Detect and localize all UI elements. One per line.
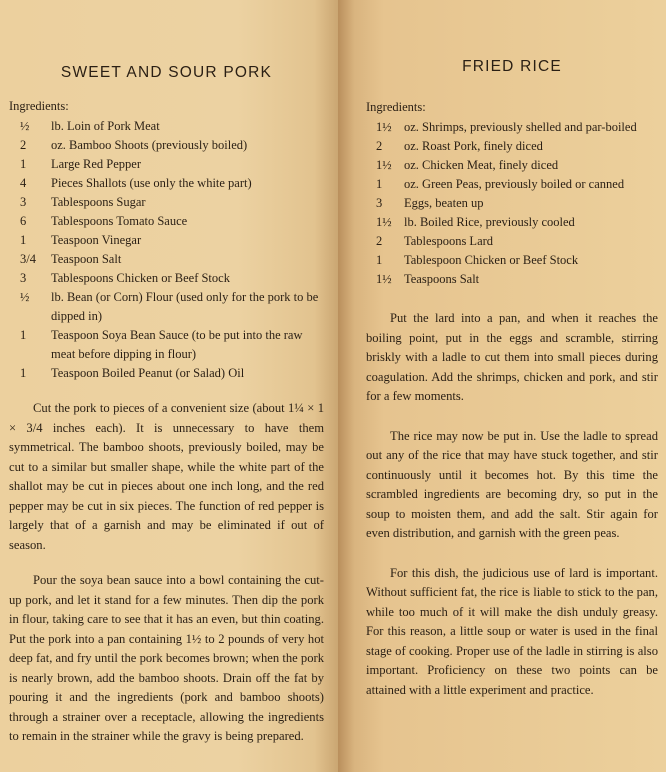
- ingredient-item: [9, 364, 324, 383]
- left-paragraph: Pour the soya bean sauce into a bowl containing the cut-up pork, and let it stand for a few minutes. Then dip the pork in flour, taking care to see that it has an even, but thin coating. Put the pork into a pan containing 1½ to 2 pounds of very hot deep fat, and fry until the pork becomes brown; when the pork is nearly brown, add the bamboo shoots. Drain off the fat by pouring it and the ingredients (pork and bamboo shoots) through a strainer over a receptacle, allowing the ingredients to remain in the strainer while the gravy is being prepared.: [9, 573, 324, 743]
- ingredient-qty: 1: [376, 177, 383, 191]
- ingredient-qty: 3: [376, 196, 383, 210]
- ingredient-text: Teaspoon Vinegar: [51, 233, 142, 247]
- ingredient-text: Tablespoons Tomato Sauce: [51, 214, 188, 228]
- ingredient-qty: 2: [376, 139, 383, 153]
- ingredient-item: [366, 194, 658, 213]
- ingredient-item: [366, 251, 658, 270]
- right-page: [338, 0, 666, 772]
- ingredient-item: [9, 288, 324, 326]
- ingredient-text: oz. Bamboo Shoots (previously boiled): [51, 138, 248, 152]
- ingredient-qty: 3: [20, 195, 27, 209]
- ingredient-qty: 1½: [376, 272, 392, 286]
- ingredient-qty: 2: [376, 234, 383, 248]
- left-ingredient-list: [9, 117, 324, 383]
- ingredient-text: lb. Bean (or Corn) Flour (used only for the pork to be dipped in): [51, 290, 319, 323]
- left-recipe-title: SWEET AND SOUR PORK: [60, 64, 273, 81]
- ingredient-item: [366, 213, 658, 232]
- ingredient-qty: 1½: [376, 215, 392, 229]
- ingredient-text: lb. Boiled Rice, previously cooled: [404, 215, 575, 229]
- ingredient-item: [9, 136, 324, 155]
- ingredient-item: [9, 155, 324, 174]
- right-paragraph: For this dish, the judicious use of lard is important. Without sufficient fat, the rice is liable to stick to the pan, while too much of it will make the dish unduly greasy. For this reason, a little soup or water is used in the final stage of cooking. Proper use of the ladle in stirring is also important. Proficiency on these two points can be attained with a little experiment and practice.: [366, 565, 658, 697]
- right-recipe-title: FRIED RICE: [462, 58, 562, 75]
- ingredient-item: [366, 156, 658, 175]
- ingredient-item: [9, 174, 324, 193]
- left-paragraph: Cut the pork to pieces of a convenient size (about 1¼ × 1 × 3/4 inches each). It is unnecessary to have them symmetrical. The bamboo shoots, previously boiled, may be cut to a similar but smaller shape, while the white part of the shallot may be cut in pieces about one inch long, and the red pepper may be cut in six pieces. The function of red pepper is largely that of a garnish and may be eliminated if out of season.: [9, 401, 324, 552]
- ingredient-text: Tablespoons Chicken or Beef Stock: [51, 271, 230, 285]
- ingredient-item: [9, 193, 324, 212]
- ingredient-text: oz. Green Peas, previously boiled or canned: [404, 177, 625, 191]
- ingredient-item: [9, 231, 324, 250]
- ingredient-item: [366, 270, 658, 289]
- ingredient-text: Large Red Pepper: [51, 157, 142, 171]
- ingredient-text: Teaspoon Boiled Peanut (or Salad) Oil: [51, 366, 245, 380]
- ingredient-text: Eggs, beaten up: [404, 196, 484, 210]
- right-paragraph: Put the lard into a pan, and when it reaches the boiling point, put in the eggs and scramble, stirring briskly with a ladle to cut them into small pieces during coagulation. Add the shrimps, chicken and pork, and stir for a few moments.: [366, 311, 658, 403]
- right-paragraph: The rice may now be put in. Use the ladle to spread out any of the rice that may have stuck together, and stir continuously until it becomes hot. By this time the scrambled ingredients are becoming dry, so put in the soup to moisten them, and add the salt. Stir again for even distribution, and garnish with the green peas.: [366, 428, 658, 540]
- ingredient-item: [9, 250, 324, 269]
- ingredient-item: [9, 326, 324, 364]
- ingredient-qty: 1½: [376, 158, 392, 172]
- ingredient-item: [366, 175, 658, 194]
- ingredient-qty: 1: [20, 366, 27, 380]
- ingredient-text: Tablespoons Sugar: [51, 195, 146, 209]
- ingredient-text: Tablespoons Lard: [404, 234, 494, 248]
- ingredient-item: [366, 232, 658, 251]
- ingredient-qty: 3: [20, 271, 27, 285]
- ingredient-item: [9, 117, 324, 136]
- ingredient-text: oz. Chicken Meat, finely diced: [404, 158, 559, 172]
- ingredient-qty: 2: [20, 138, 27, 152]
- ingredient-qty: 6: [20, 214, 27, 228]
- right-ingredient-list: [366, 118, 658, 289]
- ingredient-qty: 1½: [376, 120, 392, 134]
- ingredient-text: Teaspoons Salt: [404, 272, 480, 286]
- ingredient-text: lb. Loin of Pork Meat: [51, 119, 160, 133]
- ingredient-item: [366, 118, 658, 137]
- ingredient-qty: 1: [20, 233, 27, 247]
- ingredient-item: [9, 269, 324, 288]
- ingredient-qty: ½: [20, 290, 30, 304]
- left-ingredients-label: Ingredients:: [9, 99, 69, 113]
- ingredient-qty: 3/4: [20, 252, 36, 266]
- ingredient-qty: 1: [20, 328, 27, 342]
- ingredient-qty: ½: [20, 119, 30, 133]
- ingredient-text: Teaspoon Salt: [51, 252, 122, 266]
- right-ingredients-label: Ingredients:: [366, 100, 426, 114]
- ingredient-qty: 1: [376, 253, 383, 267]
- ingredient-text: Teaspoon Soya Bean Sauce (to be put into the raw meat before dipping in flour): [51, 328, 303, 361]
- ingredient-item: [9, 212, 324, 231]
- ingredient-text: oz. Shrimps, previously shelled and par-boiled: [404, 120, 637, 134]
- ingredient-item: [366, 137, 658, 156]
- ingredient-text: oz. Roast Pork, finely diced: [404, 139, 543, 153]
- ingredient-qty: 4: [20, 176, 27, 190]
- ingredient-qty: 1: [20, 157, 27, 171]
- ingredient-text: Pieces Shallots (use only the white part): [51, 176, 252, 190]
- ingredient-text: Tablespoon Chicken or Beef Stock: [404, 253, 579, 267]
